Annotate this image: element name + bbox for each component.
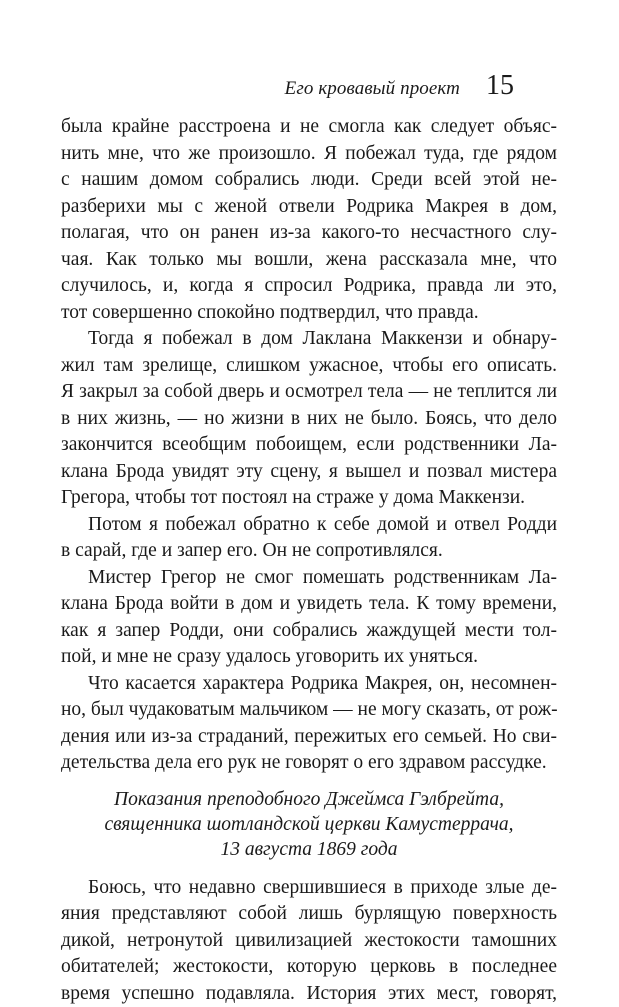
body-text xyxy=(61,114,557,1007)
page-number: 15 xyxy=(486,72,514,100)
paragraph-3 xyxy=(61,512,557,565)
text-line: дикой, нетронутой цивилизацией жестокости тамошних xyxy=(61,928,557,955)
heading-line: 13 августа 1869 года xyxy=(61,837,557,862)
text-line: закончится всеобщим побоищем, если родственники Ла- xyxy=(61,432,557,459)
text-line: клана Брода увидят эту сцену, я вышел и позвал мистера xyxy=(61,459,557,486)
text-line: Тогда я побежал в дом Лаклана Маккензи и обнару- xyxy=(61,326,557,353)
heading-line: священника шотландской церкви Камустеррача, xyxy=(61,812,557,837)
text-line: время успешно подавляла. История этих мест, говорят, xyxy=(61,981,557,1007)
paragraph-2 xyxy=(61,326,557,512)
text-line: Потом я побежал обратно к себе домой и отвел Родди xyxy=(61,512,557,539)
heading-line: Показания преподобного Джеймса Гэлбрейта, xyxy=(61,787,557,812)
text-line: в сарай, где и запер его. Он не сопротивлялся. xyxy=(61,538,557,565)
text-line: Боюсь, что недавно свершившиеся в приходе злые де- xyxy=(61,875,557,902)
text-line: чая. Как только мы вошли, жена рассказала мне, что xyxy=(61,247,557,274)
section-heading xyxy=(61,787,557,862)
text-line: жил там зрелище, слишком ужасное, чтобы его описать. xyxy=(61,353,557,380)
text-line: как я запер Родди, они собрались жаждущей мести тол- xyxy=(61,618,557,645)
text-line: разберихи мы с женой отвели Родрика Макрея в дом, xyxy=(61,194,557,221)
text-line: Я закрыл за собой дверь и осмотрел тела — не теплится ли xyxy=(61,379,557,406)
text-line: дения или из-за страданий, пережитых его семьей. Но сви- xyxy=(61,724,557,751)
text-line: детельства дела его рук не говорят о его здравом рассудке. xyxy=(61,750,557,777)
text-line: пой, и мне не сразу удалось уговорить их уняться. xyxy=(61,644,557,671)
text-line: тот совершенно спокойно подтвердил, что правда. xyxy=(61,300,557,327)
paragraph-5 xyxy=(61,671,557,777)
text-line: Мистер Грегор не смог помешать родственникам Ла- xyxy=(61,565,557,592)
text-line: была крайне расстроена и не смогла как следует объяс- xyxy=(61,114,557,141)
text-line: Что касается характера Родрика Макрея, он, несомнен- xyxy=(61,671,557,698)
paragraph-1 xyxy=(61,114,557,326)
text-line: обитателей; жестокости, которую церковь в последнее xyxy=(61,954,557,981)
text-line: нить мне, что же произошло. Я побежал туда, где рядом xyxy=(61,141,557,168)
text-line: с нашим домом собрались люди. Среди всей этой не- xyxy=(61,167,557,194)
text-line: в них жизнь, — но жизни в них не было. Боясь, что дело xyxy=(61,406,557,433)
text-line: яния представляют собой лишь бурлящую поверхность xyxy=(61,901,557,928)
text-line: Грегора, чтобы тот постоял на страже у дома Маккензи. xyxy=(61,485,557,512)
text-line: случилось, и, когда я спросил Родрика, правда ли это, xyxy=(61,273,557,300)
text-line: клана Брода войти в дом и увидеть тела. К тому времени, xyxy=(61,591,557,618)
running-head xyxy=(285,72,514,100)
text-line: полагая, что он ранен из-за какого-то несчастного слу- xyxy=(61,220,557,247)
running-title: Его кровавый проект xyxy=(285,78,460,100)
paragraph-6 xyxy=(61,875,557,1007)
text-line: но, был чудаковатым мальчиком — не могу сказать, от рож- xyxy=(61,697,557,724)
paragraph-4 xyxy=(61,565,557,671)
